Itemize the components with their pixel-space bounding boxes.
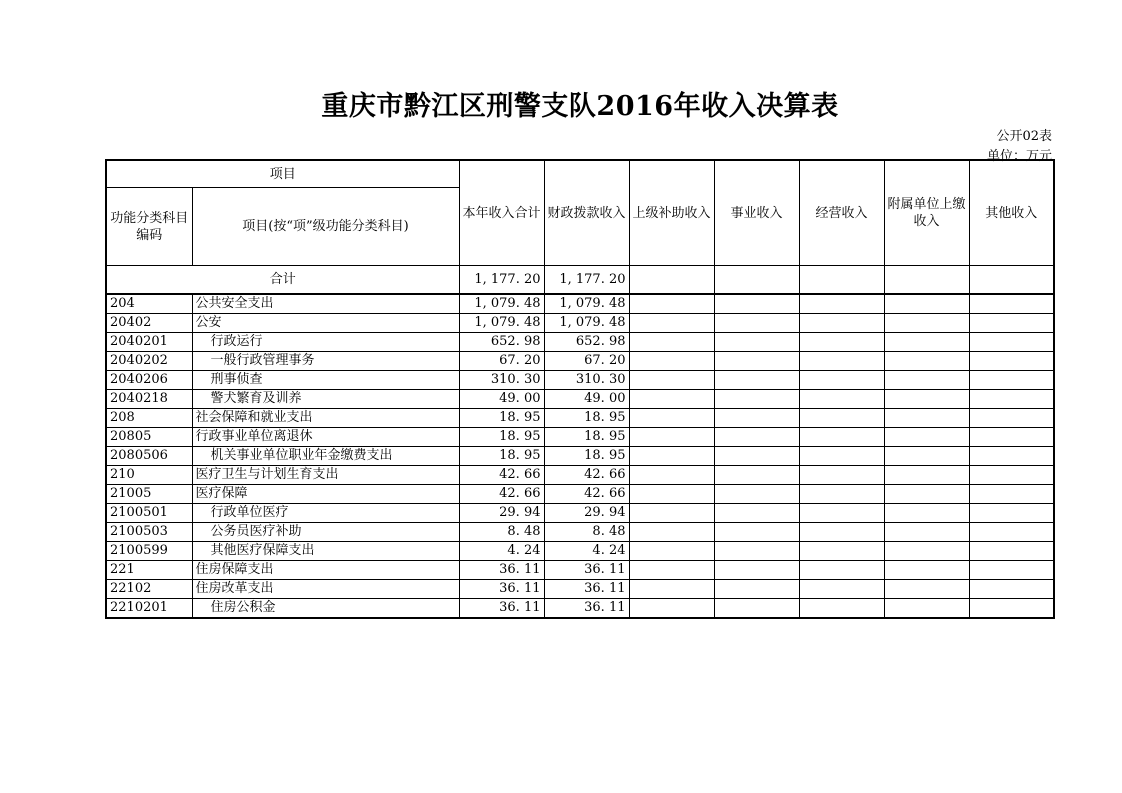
row-name: 医疗卫生与计划生育支出 (192, 466, 459, 485)
row-affiliate-income (884, 561, 969, 580)
row-affiliate-income (884, 466, 969, 485)
row-other-income (969, 485, 1054, 504)
row-total-income: 36. 11 (459, 561, 544, 580)
row-code: 21005 (106, 485, 192, 504)
row-total-income: 49. 00 (459, 390, 544, 409)
unit-label: 单位：万元 (986, 149, 1052, 164)
header-total-income: 本年收入合计 (459, 160, 544, 266)
table-row (106, 390, 1054, 409)
row-operating-income (799, 371, 884, 390)
row-name: 一般行政管理事务 (192, 352, 459, 371)
row-total-income: 4. 24 (459, 542, 544, 561)
row-business-income (714, 428, 799, 447)
header-superior-subsidy: 上级补助收入 (629, 160, 714, 266)
row-operating-income (799, 352, 884, 371)
row-affiliate-income (884, 333, 969, 352)
row-superior-subsidy (629, 333, 714, 352)
row-other-income (969, 371, 1054, 390)
total-income-value: 1, 177. 20 (459, 266, 544, 295)
row-operating-income (799, 333, 884, 352)
row-operating-income (799, 561, 884, 580)
row-operating-income (799, 599, 884, 619)
row-total-income: 36. 11 (459, 599, 544, 619)
row-total-income: 18. 95 (459, 409, 544, 428)
row-total-income: 42. 66 (459, 466, 544, 485)
row-name: 警犬繁育及训养 (192, 390, 459, 409)
table-row (106, 542, 1054, 561)
row-other-income (969, 428, 1054, 447)
row-total-income: 1, 079. 48 (459, 294, 544, 314)
row-other-income (969, 599, 1054, 619)
table-row (106, 561, 1054, 580)
total-affiliate-value (884, 266, 969, 295)
row-name: 社会保障和就业支出 (192, 409, 459, 428)
row-total-income: 310. 30 (459, 371, 544, 390)
row-other-income (969, 447, 1054, 466)
row-affiliate-income (884, 485, 969, 504)
row-name: 住房改革支出 (192, 580, 459, 599)
row-total-income: 29. 94 (459, 504, 544, 523)
row-total-income: 18. 95 (459, 428, 544, 447)
total-other-value (969, 266, 1054, 295)
row-superior-subsidy (629, 314, 714, 333)
row-fiscal-income: 652. 98 (544, 333, 629, 352)
header-fiscal-income: 财政拨款收入 (544, 160, 629, 266)
row-affiliate-income (884, 352, 969, 371)
header-name: 项目(按“项”级功能分类科目) (192, 188, 459, 266)
form-code: 公开02表 (996, 129, 1052, 144)
row-affiliate-income (884, 371, 969, 390)
income-table (105, 159, 1055, 619)
table-row (106, 466, 1054, 485)
row-other-income (969, 333, 1054, 352)
row-superior-subsidy (629, 561, 714, 580)
row-operating-income (799, 523, 884, 542)
table-row (106, 352, 1054, 371)
total-operating-value (799, 266, 884, 295)
row-fiscal-income: 36. 11 (544, 561, 629, 580)
row-other-income (969, 294, 1054, 314)
row-superior-subsidy (629, 352, 714, 371)
row-operating-income (799, 542, 884, 561)
row-name: 医疗保障 (192, 485, 459, 504)
row-code: 22102 (106, 580, 192, 599)
header-project: 项目 (106, 160, 459, 188)
row-superior-subsidy (629, 390, 714, 409)
row-business-income (714, 542, 799, 561)
row-business-income (714, 466, 799, 485)
row-superior-subsidy (629, 428, 714, 447)
row-code: 20805 (106, 428, 192, 447)
row-other-income (969, 580, 1054, 599)
table-row (106, 580, 1054, 599)
row-fiscal-income: 18. 95 (544, 447, 629, 466)
table-row (106, 294, 1054, 314)
row-business-income (714, 409, 799, 428)
row-affiliate-income (884, 314, 969, 333)
row-code: 2210201 (106, 599, 192, 619)
row-business-income (714, 447, 799, 466)
row-operating-income (799, 580, 884, 599)
header-business-income: 事业收入 (714, 160, 799, 266)
header-affiliate-income: 附属单位上缴收入 (884, 160, 969, 266)
row-code: 2100501 (106, 504, 192, 523)
row-affiliate-income (884, 504, 969, 523)
row-affiliate-income (884, 447, 969, 466)
row-superior-subsidy (629, 523, 714, 542)
row-operating-income (799, 294, 884, 314)
row-other-income (969, 542, 1054, 561)
row-other-income (969, 523, 1054, 542)
row-name: 公务员医疗补助 (192, 523, 459, 542)
row-affiliate-income (884, 390, 969, 409)
row-affiliate-income (884, 523, 969, 542)
row-operating-income (799, 485, 884, 504)
row-business-income (714, 485, 799, 504)
row-code: 2040201 (106, 333, 192, 352)
total-fiscal-value: 1, 177. 20 (544, 266, 629, 295)
row-business-income (714, 561, 799, 580)
row-operating-income (799, 428, 884, 447)
table-row (106, 599, 1054, 619)
row-affiliate-income (884, 409, 969, 428)
row-name: 行政单位医疗 (192, 504, 459, 523)
row-superior-subsidy (629, 371, 714, 390)
row-name: 公共安全支出 (192, 294, 459, 314)
table-row (106, 409, 1054, 428)
row-code: 2100503 (106, 523, 192, 542)
row-code: 2080506 (106, 447, 192, 466)
row-business-income (714, 333, 799, 352)
row-fiscal-income: 1, 079. 48 (544, 294, 629, 314)
row-name: 住房保障支出 (192, 561, 459, 580)
row-fiscal-income: 8. 48 (544, 523, 629, 542)
row-name: 其他医疗保障支出 (192, 542, 459, 561)
row-code: 2040206 (106, 371, 192, 390)
table-row (106, 485, 1054, 504)
row-total-income: 652. 98 (459, 333, 544, 352)
row-fiscal-income: 1, 079. 48 (544, 314, 629, 333)
row-business-income (714, 580, 799, 599)
row-total-income: 8. 48 (459, 523, 544, 542)
row-superior-subsidy (629, 294, 714, 314)
total-row (106, 266, 1054, 295)
header-operating-income: 经营收入 (799, 160, 884, 266)
row-other-income (969, 409, 1054, 428)
total-superior-value (629, 266, 714, 295)
row-code: 20402 (106, 314, 192, 333)
row-operating-income (799, 409, 884, 428)
row-total-income: 67. 20 (459, 352, 544, 371)
row-code: 2040202 (106, 352, 192, 371)
row-fiscal-income: 18. 95 (544, 409, 629, 428)
row-business-income (714, 599, 799, 619)
table-row (106, 504, 1054, 523)
table-row (106, 314, 1054, 333)
row-business-income (714, 371, 799, 390)
row-superior-subsidy (629, 466, 714, 485)
row-affiliate-income (884, 294, 969, 314)
row-fiscal-income: 4. 24 (544, 542, 629, 561)
table-row (106, 428, 1054, 447)
row-code: 221 (106, 561, 192, 580)
row-other-income (969, 466, 1054, 485)
row-fiscal-income: 18. 95 (544, 428, 629, 447)
row-superior-subsidy (629, 485, 714, 504)
total-business-value (714, 266, 799, 295)
row-other-income (969, 390, 1054, 409)
row-operating-income (799, 314, 884, 333)
row-code: 2100599 (106, 542, 192, 561)
row-operating-income (799, 447, 884, 466)
row-name: 行政事业单位离退休 (192, 428, 459, 447)
table-row (106, 371, 1054, 390)
row-business-income (714, 523, 799, 542)
row-business-income (714, 390, 799, 409)
row-total-income: 36. 11 (459, 580, 544, 599)
row-other-income (969, 561, 1054, 580)
row-name: 机关事业单位职业年金缴费支出 (192, 447, 459, 466)
row-superior-subsidy (629, 542, 714, 561)
total-label: 合计 (106, 266, 459, 295)
row-affiliate-income (884, 599, 969, 619)
row-operating-income (799, 504, 884, 523)
header-other-income: 其他收入 (969, 160, 1054, 266)
row-name: 刑事侦查 (192, 371, 459, 390)
row-business-income (714, 504, 799, 523)
row-name: 公安 (192, 314, 459, 333)
row-superior-subsidy (629, 504, 714, 523)
row-affiliate-income (884, 542, 969, 561)
row-superior-subsidy (629, 409, 714, 428)
row-business-income (714, 314, 799, 333)
header-code: 功能分类科目编码 (106, 188, 192, 266)
row-code: 2040218 (106, 390, 192, 409)
row-operating-income (799, 466, 884, 485)
row-superior-subsidy (629, 599, 714, 619)
row-operating-income (799, 390, 884, 409)
table-row (106, 523, 1054, 542)
row-code: 208 (106, 409, 192, 428)
row-other-income (969, 314, 1054, 333)
row-total-income: 1, 079. 48 (459, 314, 544, 333)
row-total-income: 18. 95 (459, 447, 544, 466)
row-fiscal-income: 29. 94 (544, 504, 629, 523)
row-code: 204 (106, 294, 192, 314)
row-business-income (714, 352, 799, 371)
row-business-income (714, 294, 799, 314)
row-fiscal-income: 67. 20 (544, 352, 629, 371)
row-fiscal-income: 36. 11 (544, 599, 629, 619)
row-fiscal-income: 310. 30 (544, 371, 629, 390)
row-other-income (969, 352, 1054, 371)
row-fiscal-income: 42. 66 (544, 466, 629, 485)
header-row-1 (106, 160, 1054, 188)
row-fiscal-income: 36. 11 (544, 580, 629, 599)
table-row (106, 333, 1054, 352)
row-name: 行政运行 (192, 333, 459, 352)
row-other-income (969, 504, 1054, 523)
row-code: 210 (106, 466, 192, 485)
row-affiliate-income (884, 428, 969, 447)
row-fiscal-income: 42. 66 (544, 485, 629, 504)
row-affiliate-income (884, 580, 969, 599)
row-superior-subsidy (629, 580, 714, 599)
row-total-income: 42. 66 (459, 485, 544, 504)
row-name: 住房公积金 (192, 599, 459, 619)
row-fiscal-income: 49. 00 (544, 390, 629, 409)
page-title: 重庆市黔江区刑警支队2016年收入决算表 (321, 91, 839, 122)
table-row (106, 447, 1054, 466)
row-superior-subsidy (629, 447, 714, 466)
